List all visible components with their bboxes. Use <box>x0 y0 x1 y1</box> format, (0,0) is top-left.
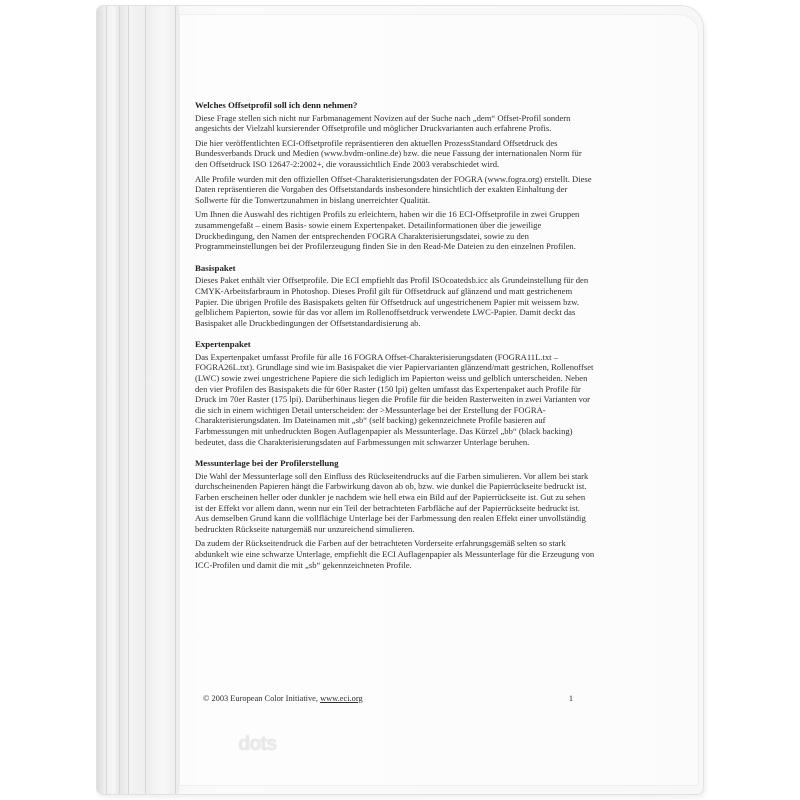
spine-groove <box>175 6 176 794</box>
spine-groove <box>128 6 129 794</box>
expertenpaket-paragraph: Das Expertenpaket umfasst Profile für alle 16 FOGRA Offset-Charakterisierungsdaten (FOGRA11L.txt – FOGRA26L.txt). Grundlage sind wie im Basispaket die vier Papiervarianten glänzend/matt gestrichen, Rollenoffset (LWC) sowie zwei ungestrichene Papiere die sich lediglich im Papierton weiss und gelblich unterscheiden. Neben den vier Profilen des Basispakets die für 60er Raster (150 lpi) gelten umfasst das Expertenpaket auch Profile für Druck im 70er Raster (175 lpi). Darüberhinaus liegen die Profile für die beiden Rasterweiten in zwei Varianten vor die sich in einem wichtigen Detail unterscheiden: der >Messunterlage bei der Erstellung der FOGRA-Charakterisierungsdaten. Im Dateinamen mit „sb“ (self backing) gekennzeichnete Profile basieren auf Farbmessungen mit unbedruckten Bogen Auflagenpapier als Messunterlage. Das Kürzel „bb“ (black backing) bedeutet, dass die Charakterisierungsdaten auf Farbmessungen mit schwarzer Unterlage beruhen. <box>195 351 594 447</box>
basispaket-paragraph: Dieses Paket enthält vier Offsetprofile. Die ECI empfiehlt das Profil ISOcoatedsb.icc als Grundeinstellung für den CMYK-Arbeitsfarbraum in Photoshop. Dieses Profil gilt für Offsetdruck auf glänzend und matt gestrichenem Papier. Die übrigen Profile des Basispakets gelten für Offsetdruck auf ungestrichenem Papier mit weissem bzw. gelblichem Papierton, sowie für das vor allem im Rollenoffsetdruck verwendete LWC-Papier. Damit deckt das Basispaket alle Druckbedingungen der Offsetstandardisierung ab. <box>195 275 589 328</box>
messunterlage-paragraph: Da zudem der Rückseitendruck die Farben auf der betrachteten Vorderseite erfahrungsgemäß selten so stark abdunkelt wie eine schwarze Unterlage, empfiehlt die ECI Auflagenpapier als Messunterlage für die Erzeugung von ICC-Profilen und damit die mit „sb“ gekennzeichneten Profile. <box>195 538 595 570</box>
intro-paragraph: Die hier veröffentlichten ECI-Offsetprofile repräsentieren den aktuellen ProzessStandard Offsetdruck des Bundesverbands Druck und Medien (www.bvdm-online.de) bzw. die neue Fassung der internationalen Norm für den Offsetdruck ISO 12647-2:2002+, die voraussichtlich Ende 2003 verabschiedet wird. <box>195 137 582 169</box>
page-number: 1 <box>568 694 573 703</box>
eci-website-link[interactable]: www.eci.org <box>320 694 363 703</box>
document-page <box>195 94 595 714</box>
copyright-text: © 2003 European Color Initiative, <box>203 694 321 703</box>
folder-spine <box>97 6 179 794</box>
spine-groove <box>119 6 120 794</box>
spine-groove <box>145 6 146 794</box>
section-heading-basispaket: Basispaket <box>195 262 236 273</box>
document-title: Welches Offsetprofil soll ich denn nehmen? <box>195 100 358 110</box>
intro-paragraph: Diese Frage stellen sich nicht nur Farbmanagement Novizen auf der Suche nach „dem“ Offset-Profil sondern angesichts der Vielzahl kursierender Offsetprofile und möglicher Druckvarianten auch erfahrene Profis. <box>195 112 571 134</box>
messunterlage-paragraph: Die Wahl der Messunterlage soll den Einfluss des Rückseitendrucks auf die Farben simulieren. Vor allem bei stark durchscheinenden Papieren hängt die Farbwirkung davon ab ob, bzw. wie dunkel die Papierrückseite bedruckt ist. Farben erscheinen heller oder dunkler je nachdem wie hell etwa ein Bild auf der Papierrückseite ist. Gut zu sehen ist der Effekt vor allem dann, wenn nur ein Teil der betrachteten Farbfläche auf der Papierrückseite bedruckt ist. Aus demselben Grund kann die vollflächige Unterlage bei der Farbmessung den realen Effekt einer unvollständig bedruckten Rückseite naturgemäß nur unzureichend simulieren. <box>195 470 589 534</box>
section-heading-messunterlage: Messunterlage bei der Profilerstellung <box>195 458 339 469</box>
intro-paragraph: Um Ihnen die Auswahl des richtigen Profils zu erleichtern, haben wir die 16 ECI-Offsetprofile in zwei Gruppen zusammengefaßt – einem Basis- sowie einem Expertenpaket. Detailinformationen über die jeweilige Druckbedingung, den Namen der entsprechenden FOGRA Charakterisierungsdatei, sowie zu den Programmeinstellungen bei der Profilerzeugung finden Sie in den Read-Me Dateien zu den einzelnen Profilen. <box>195 209 580 252</box>
brand-logo: dots <box>238 733 277 755</box>
page-footer <box>203 694 573 703</box>
spine-groove <box>106 6 107 794</box>
intro-paragraph: Alle Profile wurden mit den offiziellen Offset-Charakterisierungsdaten der FOGRA (www.fogra.org) erstellt. Diese Daten repräsentieren die Vorgaben des Offsetstandards insbesondere hinsichtlich der exakten Einhaltung der Sollwerte für die Tonwertzunahmen in bislang unerreichter Qualität. <box>195 173 592 205</box>
section-heading-expertenpaket: Expertenpaket <box>195 339 251 350</box>
